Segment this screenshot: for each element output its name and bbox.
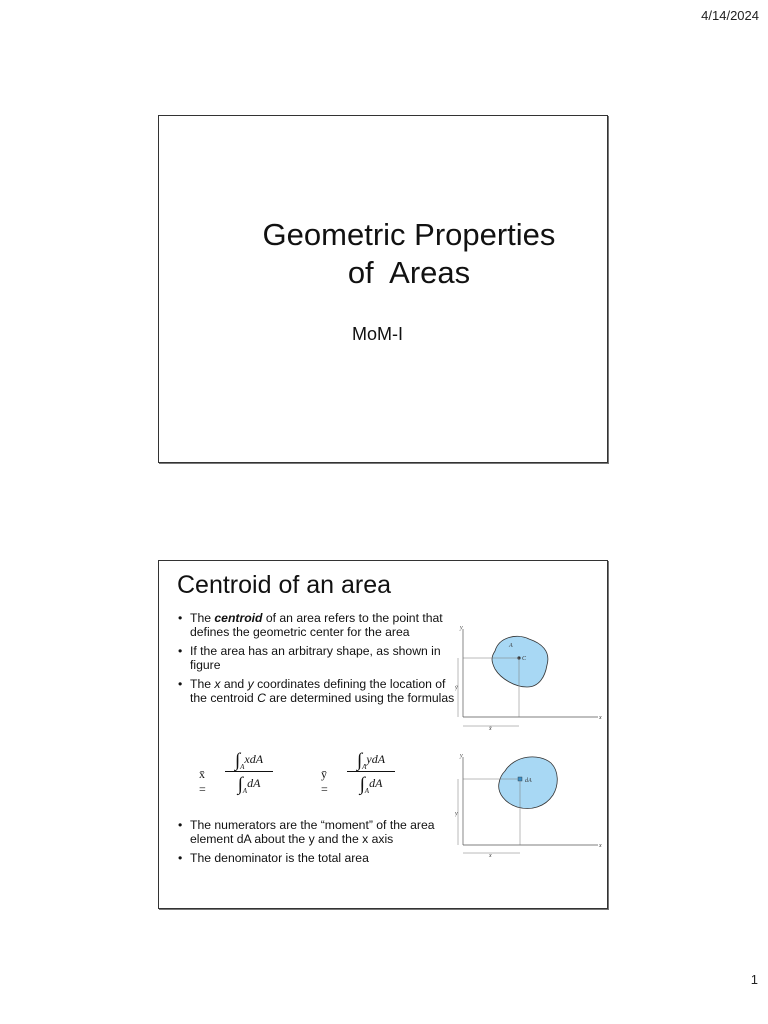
bullet3-post: are determined using the formulas [265, 691, 455, 705]
slide-subtitle: MoM-I [352, 324, 403, 344]
fig-bottom-x-label: x [599, 843, 602, 849]
formula-ybar-denominator [347, 773, 395, 794]
fig-top-centroid-label: C [522, 656, 527, 662]
fig-bottom-da-label: dA [525, 778, 532, 784]
fig-bottom-y-label: y [460, 753, 463, 759]
denominator-text: dA [369, 776, 383, 790]
integral-sign: ∫ [237, 774, 243, 795]
bullet3-mid2: coordinates defining the location of the centroid [190, 677, 446, 705]
bullet-list [176, 611, 461, 710]
header-date: 4/14/2024 [701, 8, 759, 23]
area-element-square [518, 777, 522, 781]
fraction-bar [347, 771, 395, 772]
integral-sub: A [362, 763, 367, 771]
slide-centroid-title: Centroid of an area [177, 571, 392, 599]
integral-sign: ∫ [356, 750, 363, 771]
page-number: 1 [750, 972, 758, 987]
centroid-formulas [199, 749, 459, 809]
slide-title-heading [229, 216, 589, 292]
numerator-text: ydA [366, 752, 386, 766]
integral-sign: ∫ [234, 750, 241, 771]
bullet-arbitrary-shape: • If the area has an arbitrary shape, as shown in figure [176, 644, 461, 672]
title-line-2: of Areas [347, 255, 471, 290]
figure-centroid [455, 621, 605, 731]
arbitrary-area-shape [492, 636, 548, 687]
formula-xbar-denominator [225, 773, 273, 794]
bullet1-pre: The [190, 611, 215, 625]
integral-sub: A [242, 787, 248, 795]
integral-sub: A [364, 787, 370, 795]
bullet3-c: C [257, 691, 266, 705]
bullet-denominator: • The denominator is the total area [176, 851, 436, 865]
formula-ybar-numerator [347, 749, 395, 770]
slide-centroid [158, 560, 608, 909]
bullet1-emphasis: centroid [214, 611, 263, 625]
integral-sub: A [240, 763, 245, 771]
bullet3-y: y [247, 677, 254, 691]
numerator-text: xdA [244, 752, 264, 766]
fig-bottom-y-dim-label: y [455, 811, 458, 817]
figure-centroid-svg [455, 621, 605, 731]
bullet-numerators: • The numerators are the “moment” of the area element dA about the y and the x axis [176, 818, 436, 846]
bullet3-x: x [214, 677, 221, 691]
bullet-coordinates [176, 677, 461, 705]
figure-area-element [455, 749, 605, 859]
formula-xbar-numerator [225, 749, 273, 770]
fig-top-xbar-label: x̄ [489, 726, 492, 731]
figure-area-element-svg [455, 749, 605, 859]
fig-top-ybar-label: ȳ [455, 685, 458, 691]
denominator-text: dA [247, 776, 261, 790]
integral-sign: ∫ [359, 774, 365, 795]
fig-top-area-label: A [509, 643, 513, 649]
bullet-list-lower [176, 818, 436, 870]
bullet-centroid-definition [176, 611, 461, 639]
slide-title [158, 115, 608, 463]
title-line-1: Geometric Properties [262, 217, 556, 252]
fig-top-x-label: x [599, 715, 602, 721]
bullet1-post: of an area refers to the point that defines the geometric center for the area [190, 611, 443, 639]
formula-xbar-lhs: x̄ = [199, 767, 206, 796]
fig-bottom-x-dim-label: x [489, 853, 492, 859]
formula-ybar-lhs: ȳ = [321, 767, 328, 796]
bullet3-pre: The [190, 677, 215, 691]
fig-top-y-label: y [460, 625, 463, 631]
bullet3-mid1: and [220, 677, 248, 691]
fraction-bar [225, 771, 273, 772]
